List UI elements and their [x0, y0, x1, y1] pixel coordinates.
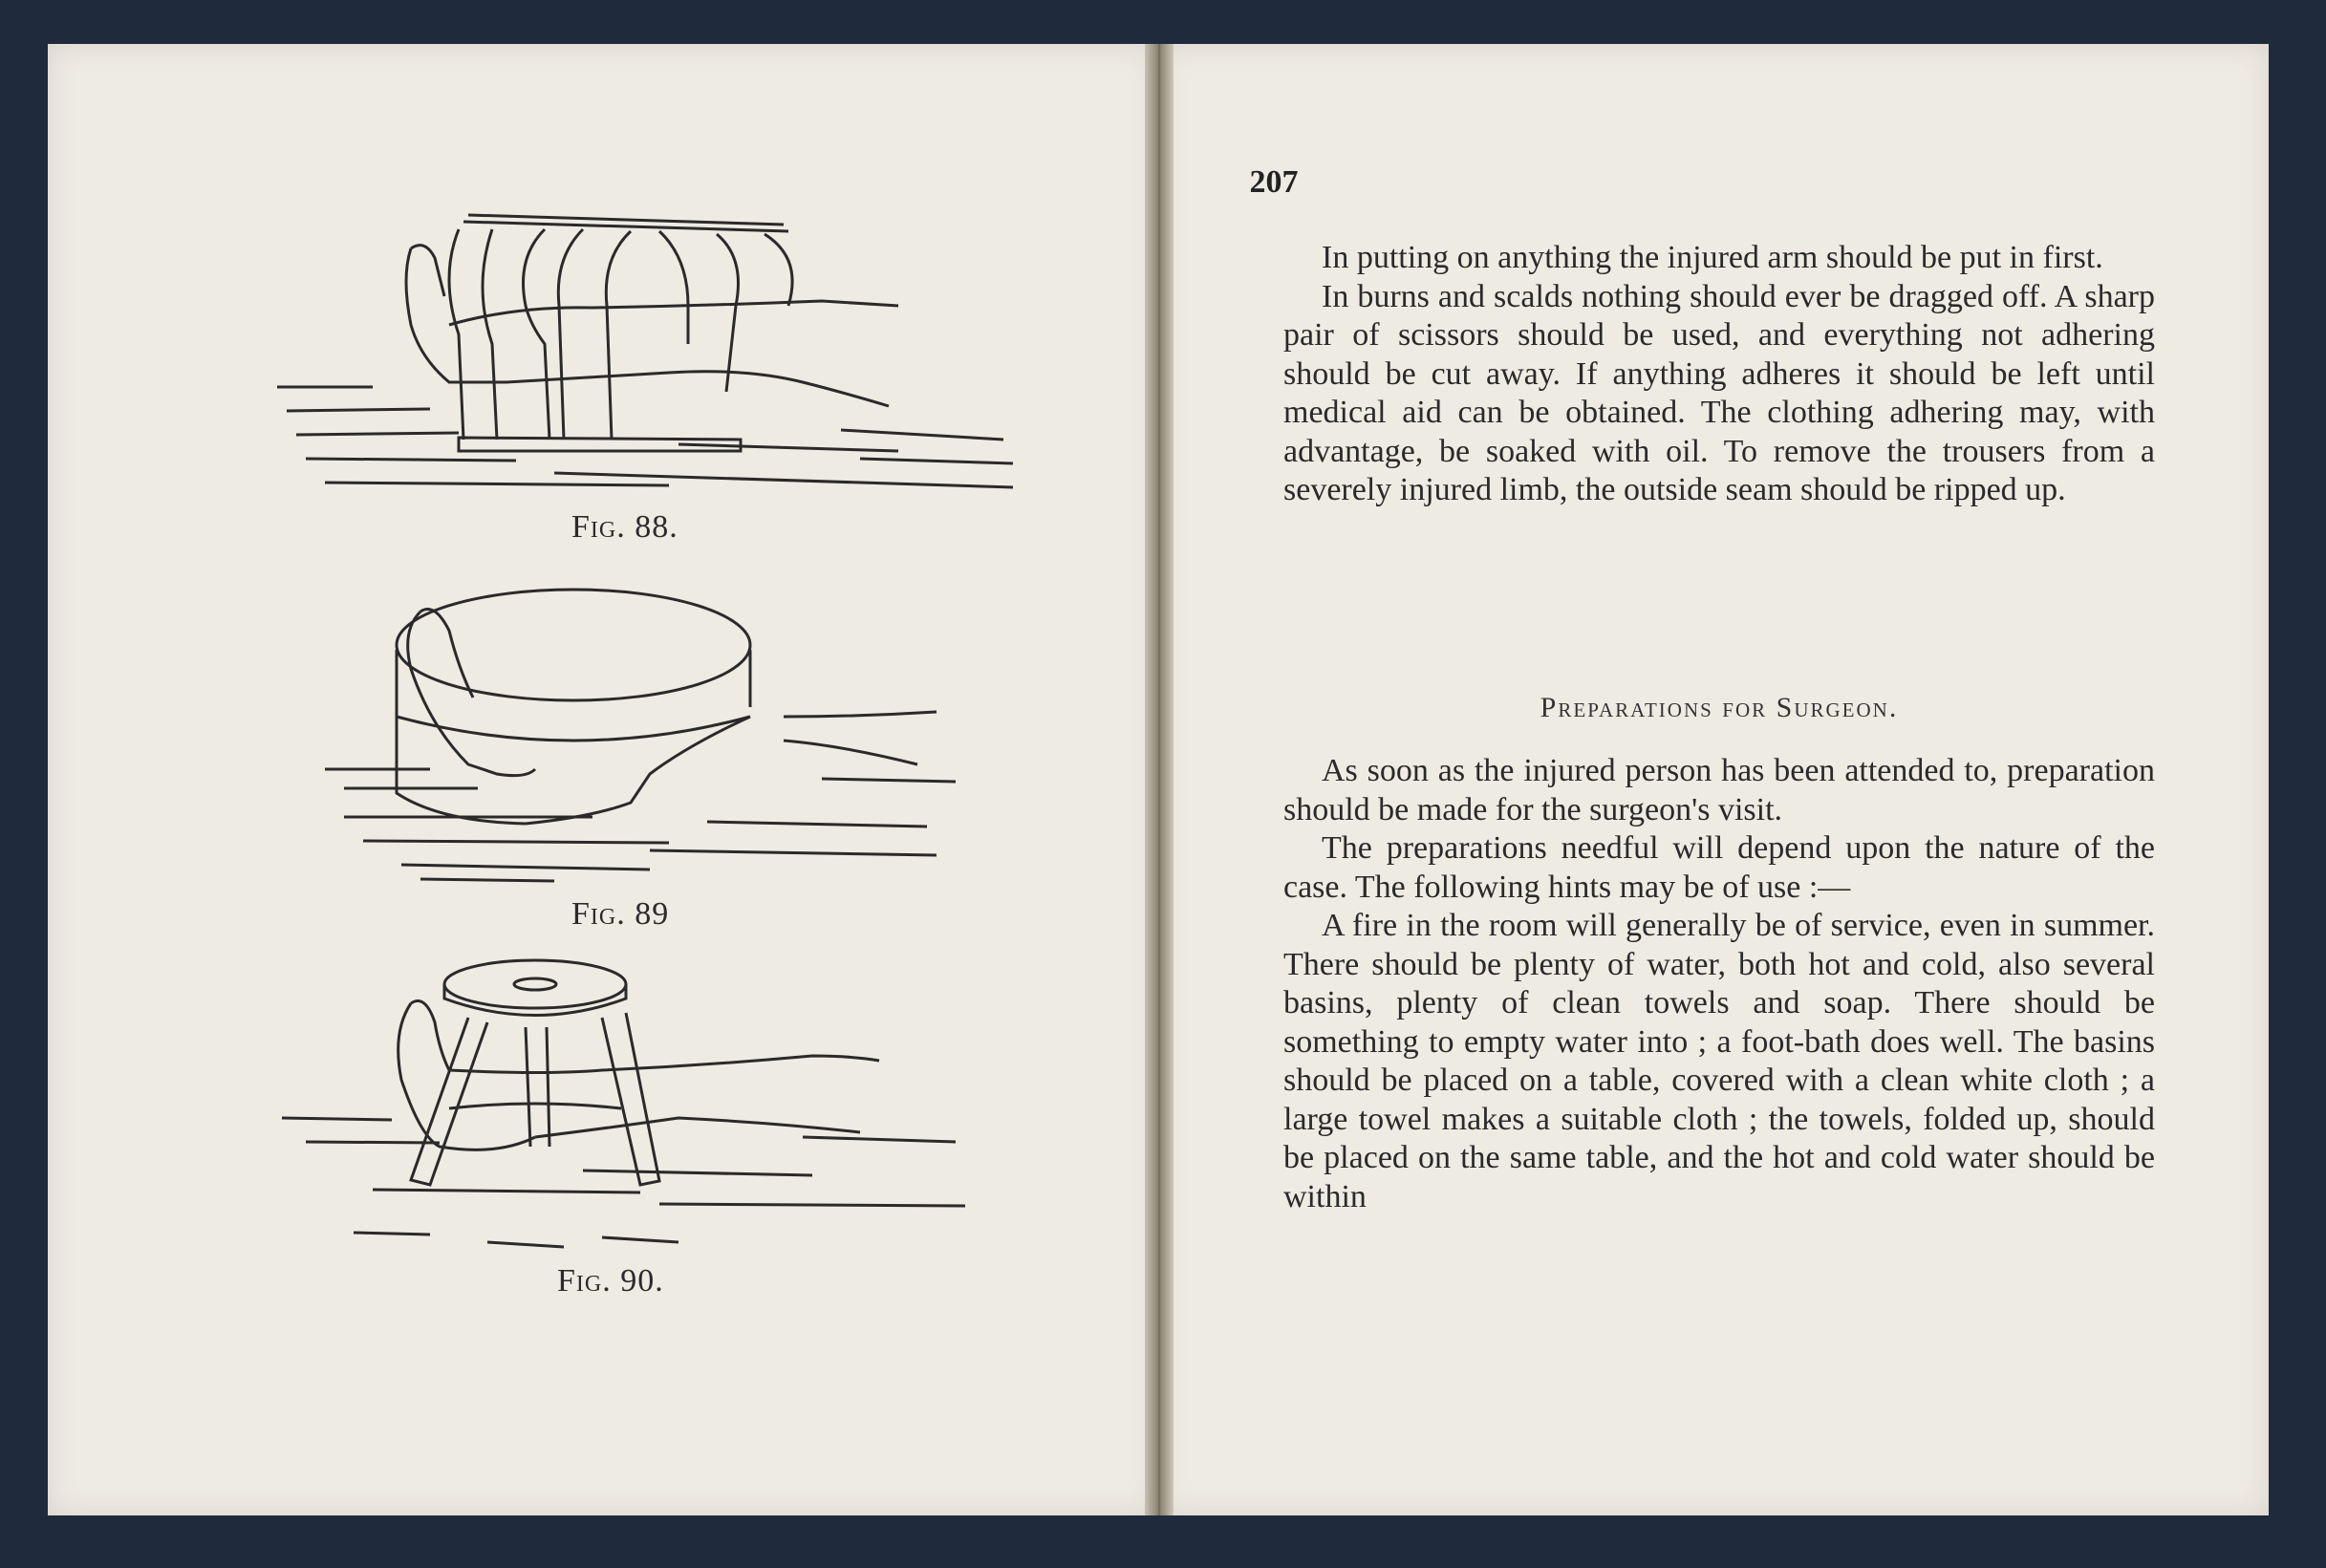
paragraph: In burns and scalds nothing should ever be dragged off. A sharp pair of scissors should be used, and everything not adhering should be cut away. If anything adheres it should be left until medical aid can be obtained. The clothing adhering may, with advantage, be soaked with oil. To remove the trousers from a severely injured limb, the outside seam should be ripped up. [1283, 278, 2155, 507]
figure-90-stool-illustration [277, 956, 984, 1261]
paragraph: The preparations needful will depend upon the nature of the case. The following hints may be of use :— [1283, 830, 2155, 905]
figure-89-box-illustration [306, 573, 994, 898]
paragraph: As soon as the injured person has been attended to, preparation should be made for the surgeon's visit. [1283, 753, 2155, 827]
figure-90-caption: Fig. 90. [557, 1263, 664, 1299]
figure-88-cradle-illustration [268, 201, 1032, 516]
page-number: 207 [1249, 164, 1299, 200]
paragraph: In putting on anything the injured arm should be put in first. [1322, 240, 2103, 275]
book-gutter [1145, 44, 1174, 1515]
text-block-top [1283, 239, 2155, 510]
section-heading: Preparations for Surgeon. [1540, 692, 1899, 723]
figure-89-caption: Fig. 89 [571, 896, 670, 932]
figure-88-caption: Fig. 88. [571, 509, 678, 545]
paragraph: A fire in the room will generally be of service, even in summer. There should be plenty of water, both hot and cold, also several basins, plenty of clean towels and soap. There should be something to empty water into ; a foot-bath does well. The basins should be placed on a table, covered with a clean white cloth ; a large towel makes a suitable cloth ; the towels, folded up, should be placed on the same table, and the hot and cold water should be within [1283, 908, 2155, 1214]
text-block-bottom [1283, 752, 2155, 1216]
